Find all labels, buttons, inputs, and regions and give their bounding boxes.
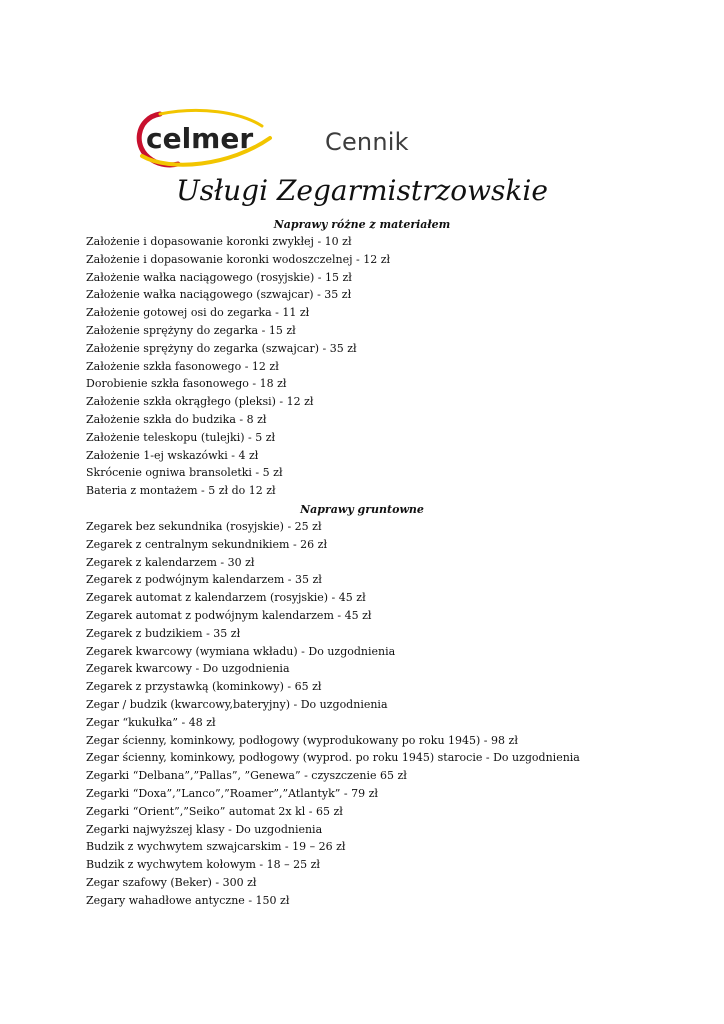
list-item: Dorobienie szkła fasonowego - 18 zł [86,377,287,391]
list-item: Zegarek kwarcowy (wymiana wkładu) - Do uzgodnienia [86,644,396,658]
list-various-repairs [86,233,390,500]
list-item: Zegarek z podwójnym kalendarzem - 35 zł [86,573,322,587]
list-item: Zegarki “Doxa”,”Lanco”,”Roamer”,”Atlantyk” - 79 zł [86,786,378,800]
list-item: Założenie sprężyny do zegarka - 15 zł [86,323,296,337]
list-item: Założenie i dopasowanie koronki zwykłej - 10 zł [86,235,352,248]
list-item: Założenie sprężyny do zegarka (szwajcar) - 35 zł [86,341,357,355]
document-title [0,174,724,207]
list-item: Zegarki “Delbana”,”Pallas”, ”Genewa” - czyszczenie 65 zł [86,769,407,783]
section-heading-major-repairs: Naprawy gruntowne [300,503,424,516]
list-item: Założenie wałka naciągowego (rosyjskie) - 15 zł [86,270,352,284]
list-item: Zegar szafowy (Beker) - 300 zł [86,875,257,889]
list-item: Zegarek automat z kalendarzem (rosyjskie) - 45 zł [86,591,366,605]
list-item: Założenie teleskopu (tulejki) - 5 zł [86,430,276,444]
document-title-text: Usługi Zegarmistrzowskie [176,174,548,207]
list-item: Budzik z wychwytem kołowym - 18 – 25 zł [86,858,320,872]
list-item: Zegarki “Orient”,”Seiko” automat 2x kl - 65 zł [86,804,343,818]
list-item: Bateria z montażem - 5 zł do 12 zł [86,484,276,498]
list-major-repairs [86,518,580,910]
header-title: Cennik [325,128,409,156]
list-item: Założenie gotowej osi do zegarka - 11 zł [86,306,310,320]
list-item: Założenie 1-ej wskazówki - 4 zł [86,448,259,462]
list-item: Zegarek bez sekundnika (rosyjskie) - 25 zł [86,520,322,533]
section-heading-various-repairs: Naprawy różne z materiałem [273,218,451,231]
list-item: Założenie szkła okrągłego (pleksi) - 12 zł [86,395,314,409]
list-item: Zegarek z przystawką (kominkowy) - 65 zł [86,680,322,694]
list-item: Zegarek z centralnym sekundnikiem - 26 zł [86,537,328,551]
list-item: Założenie szkła fasonowego - 12 zł [86,359,279,373]
list-item: Zegar “kukułka” - 48 zł [86,715,216,729]
header [130,108,430,172]
list-item: Budzik z wychwytem szwajcarskim - 19 – 26 zł [86,840,346,854]
list-item: Zegar ścienny, kominkowy, podłogowy (wyprod. po roku 1945) starocie - Do uzgodnienia [86,751,580,765]
celmer-logo [130,108,280,170]
logo-wordmark: celmer [146,122,254,155]
list-item: Zegar / budzik (kwarcowy,bateryjny) - Do uzgodnienia [86,697,388,711]
list-item: Skrócenie ogniwa bransoletki - 5 zł [86,466,283,480]
list-item: Założenie wałka naciągowego (szwajcar) - 35 zł [86,288,352,302]
list-item: Zegary wahadłowe antyczne - 150 zł [86,893,290,907]
list-item: Założenie i dopasowanie koronki wodoszczelnej - 12 zł [86,252,391,266]
list-item: Zegarek kwarcowy - Do uzgodnienia [86,662,290,676]
list-item: Zegar ścienny, kominkowy, podłogowy (wyprodukowany po roku 1945) - 98 zł [86,733,518,747]
list-item: Zegarek z budzikiem - 35 zł [86,626,241,640]
list-item: Zegarki najwyższej klasy - Do uzgodnienia [86,822,323,836]
list-item: Zegarek automat z podwójnym kalendarzem - 45 zł [86,608,372,622]
list-item: Zegarek z kalendarzem - 30 zł [86,555,255,569]
list-item: Założenie szkła do budzika - 8 zł [86,412,267,426]
